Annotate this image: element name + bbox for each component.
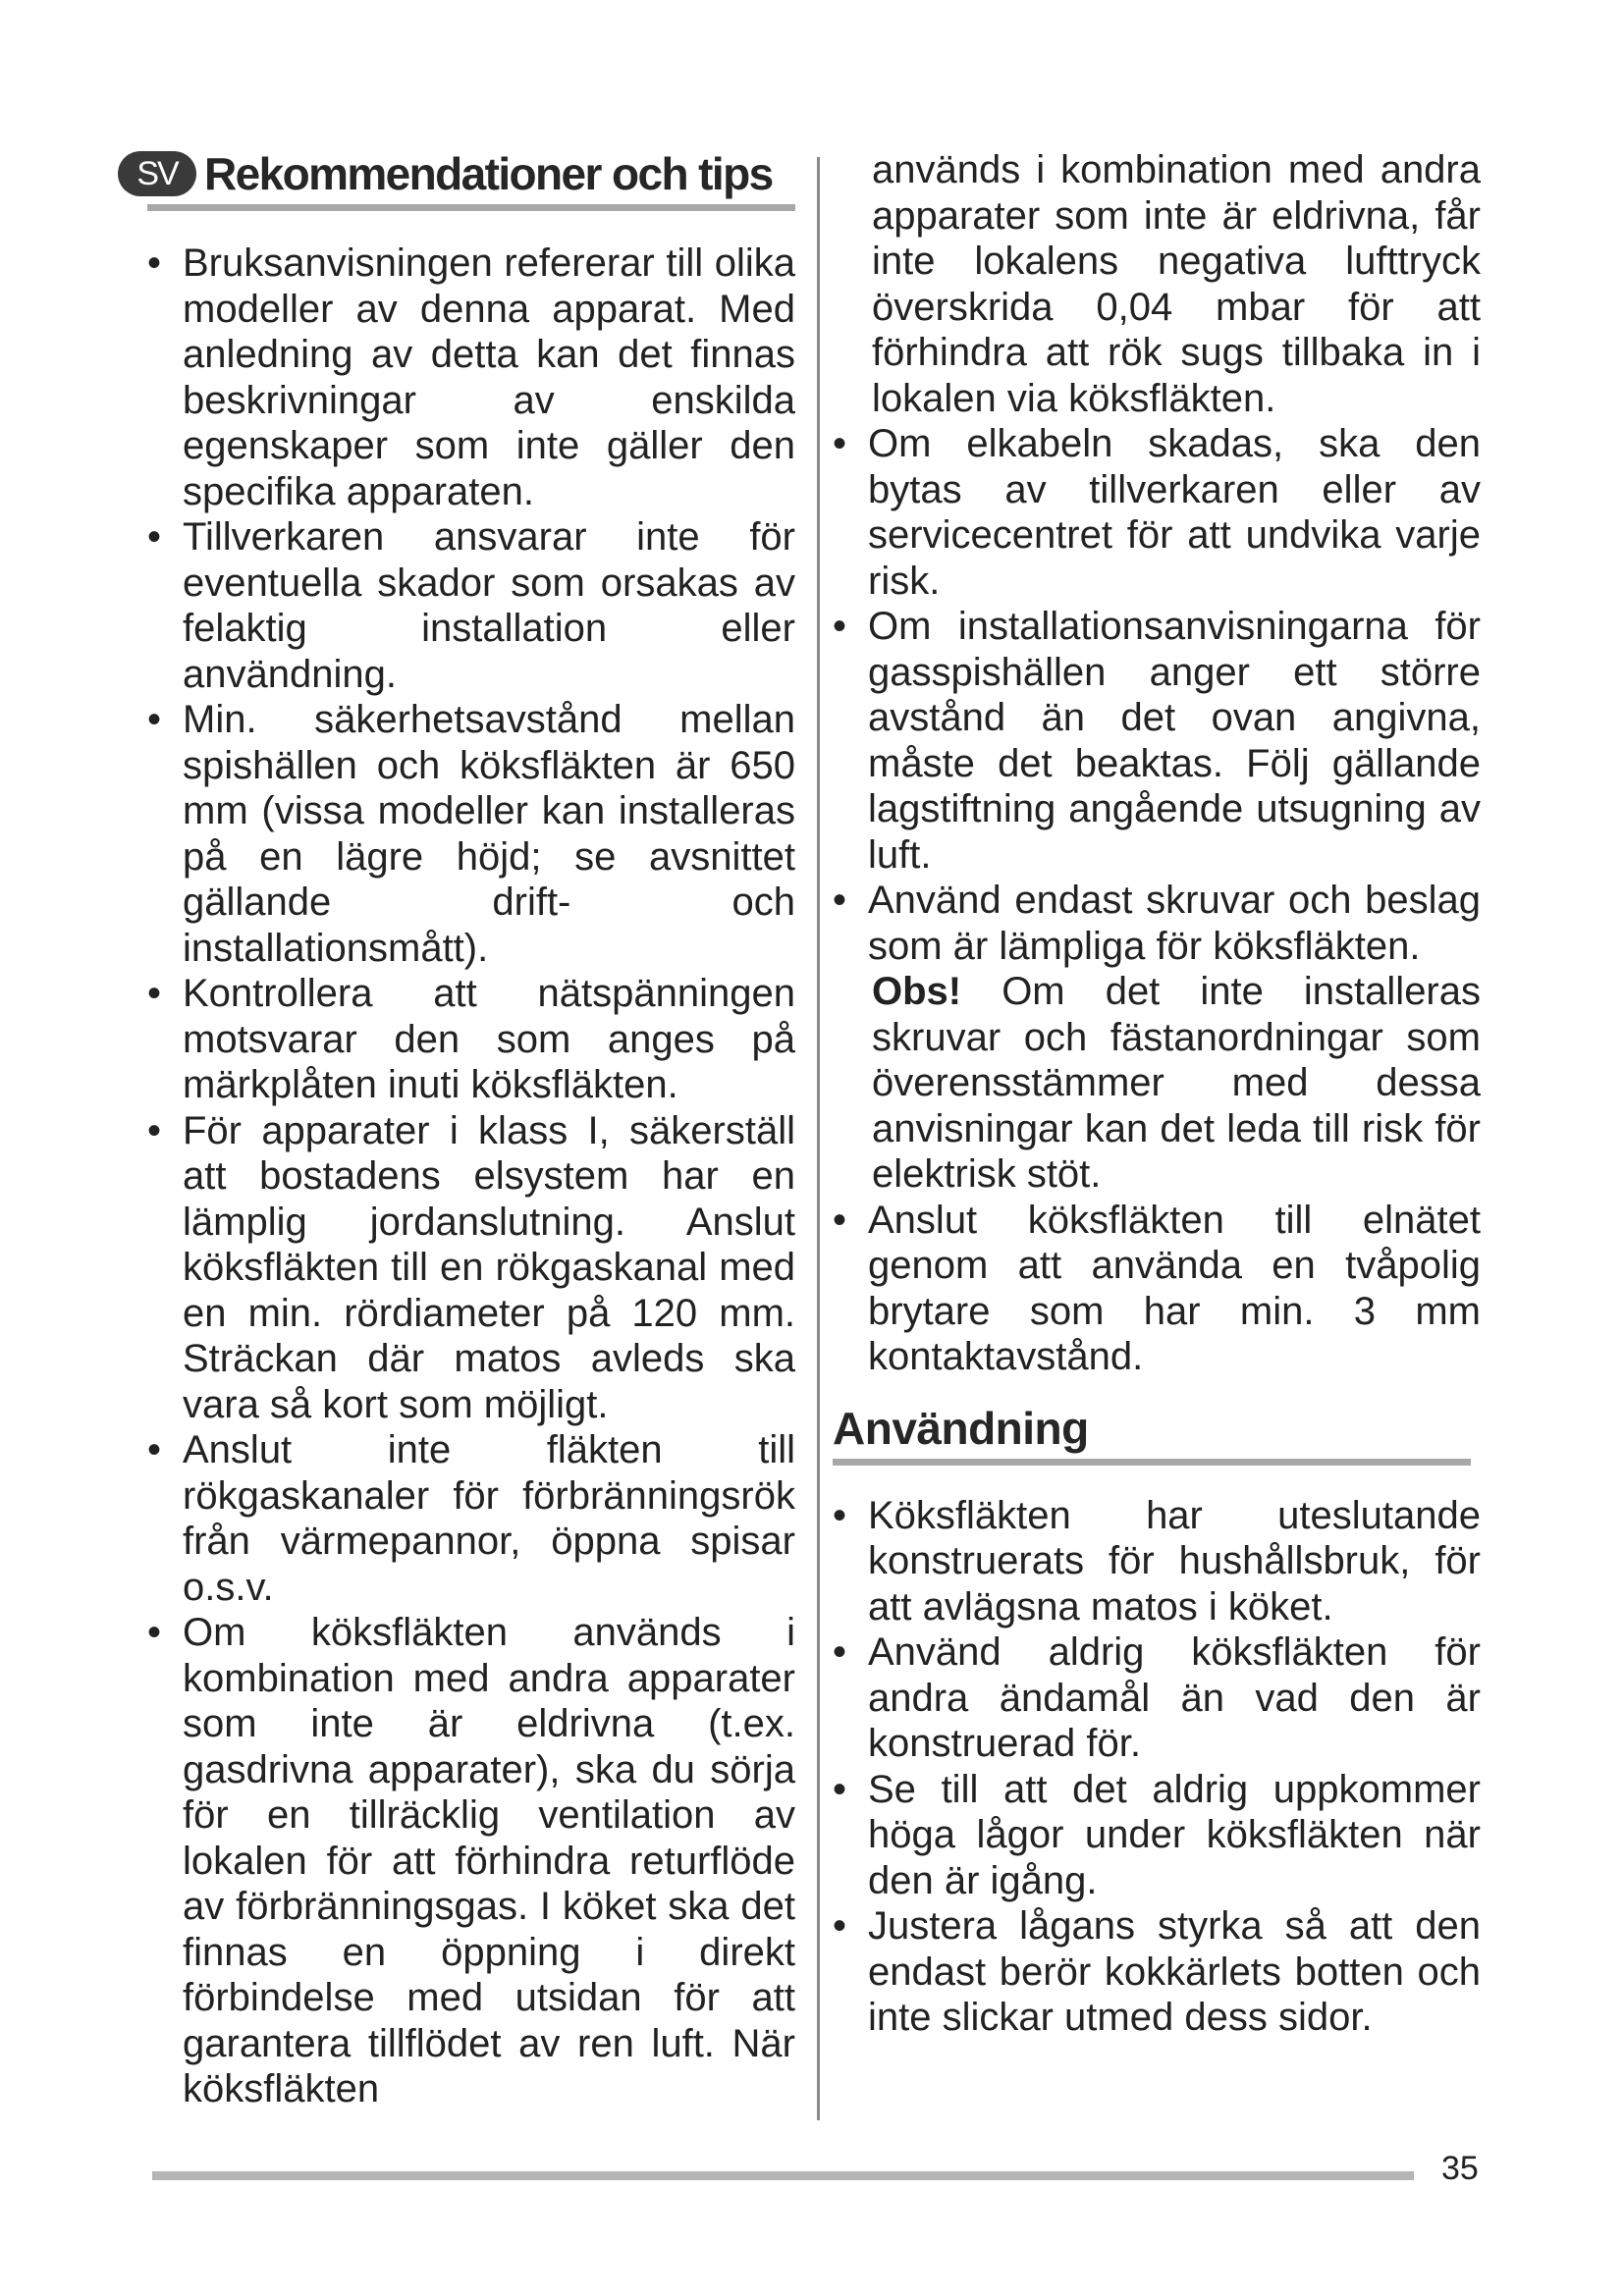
right-column <box>833 147 1481 2041</box>
usage-underline <box>833 1459 1471 1466</box>
list-item: • Min. säkerhetsavstånd mellan spishällen och köksfläkten är 650 mm (vissa modeller kan installeras på en lägre höjd; se avsnittet gällande drift- och installationsmått). <box>147 697 795 971</box>
section-header <box>118 147 795 200</box>
list-item: • För apparater i klass I, säkerställ att bostadens elsystem har en lämplig jordanslutning. Anslut köksfläkten till en rökgaskanal med en min. rördiameter på 120 mm. Sträckan där matos avleds ska vara så kort som möjligt. <box>147 1108 795 1428</box>
title-underline <box>147 204 795 211</box>
language-badge: SV <box>118 151 196 196</box>
electrical-list <box>833 1198 1481 1380</box>
list-item: • Bruksanvisningen refererar till olika modeller av denna apparat. Med anledning av detta kan det finnas beskrivningar av enskilda egenskaper som inte gäller den specifika apparaten. <box>147 240 795 514</box>
footer-rule <box>152 2171 1414 2180</box>
recommendations-list-continued <box>833 421 1481 969</box>
list-item: • Om elkabeln skadas, ska den bytas av tillverkaren eller av servicecentret för att undvika varje risk. <box>833 421 1481 604</box>
usage-list <box>833 1493 1481 2041</box>
list-item: • Om installationsanvisningarna för gasspishällen anger ett större avstånd än det ovan angivna, måste det beaktas. Följ gällande lagstiftning angående utsugning av luft. <box>833 604 1481 878</box>
obs-text: Om det inte installeras skruvar och fästanordningar som överensstämmer med dessa anvisningar kan det leda till risk för elektrisk stöt. <box>872 970 1481 1196</box>
list-item: • Använd aldrig köksfläkten för andra ändamål än vad den är konstruerad för. <box>833 1629 1481 1767</box>
list-item: • Om köksfläkten används i kombination med andra apparater som inte är eldrivna (t.ex. gasdrivna apparater), ska du sörja för en tillräcklig ventilation av lokalen för att förhindra returflöde av förbränningsgas. I köket ska det finnas en öppning i direkt förbindelse med utsidan för att garantera tillflödet av ren luft. När köksfläkten <box>147 1610 795 2112</box>
list-item: • Anslut köksfläkten till elnätet genom att använda en tvåpolig brytare som har min. 3 mm kontaktavstånd. <box>833 1198 1481 1380</box>
page-number: 35 <box>1441 2150 1479 2187</box>
section-title-recommendations: Rekommendationer och tips <box>204 148 773 199</box>
list-item: • Se till att det aldrig uppkommer höga lågor under köksfläkten när den är igång. <box>833 1767 1481 1904</box>
continuation-paragraph: används i kombination med andra apparater som inte är eldrivna, får inte lokalens negativa lufttryck överskrida 0,04 mbar för att förhindra att rök sugs tillbaka in i lokalen via köksfläkten. <box>872 148 1481 420</box>
left-column <box>136 147 795 2112</box>
section-title-usage: Användning <box>833 1402 1089 1454</box>
list-item: • Kontrollera att nätspänningen motsvarar den som anges på märkplåten inuti köksfläkten. <box>147 971 795 1108</box>
warning-note <box>833 969 1481 1198</box>
obs-label: Obs! <box>872 970 962 1013</box>
recommendations-list <box>147 240 795 2112</box>
list-item: • Använd endast skruvar och beslag som är lämpliga för köksfläkten. <box>833 878 1481 969</box>
list-item: • Anslut inte fläkten till rökgaskanaler för förbränningsrök från värmepannor, öppna spisar o.s.v. <box>147 1427 795 1610</box>
list-item: • Tillverkaren ansvarar inte för eventuella skador som orsakas av felaktig installation eller användning. <box>147 514 795 697</box>
column-divider <box>817 157 820 2120</box>
list-item: • Justera lågans styrka så att den endast berör kokkärlets botten och inte slickar utmed dess sidor. <box>833 1903 1481 2041</box>
list-item: • Köksfläkten har uteslutande konstruerats för hushållsbruk, för att avlägsna matos i köket. <box>833 1493 1481 1630</box>
